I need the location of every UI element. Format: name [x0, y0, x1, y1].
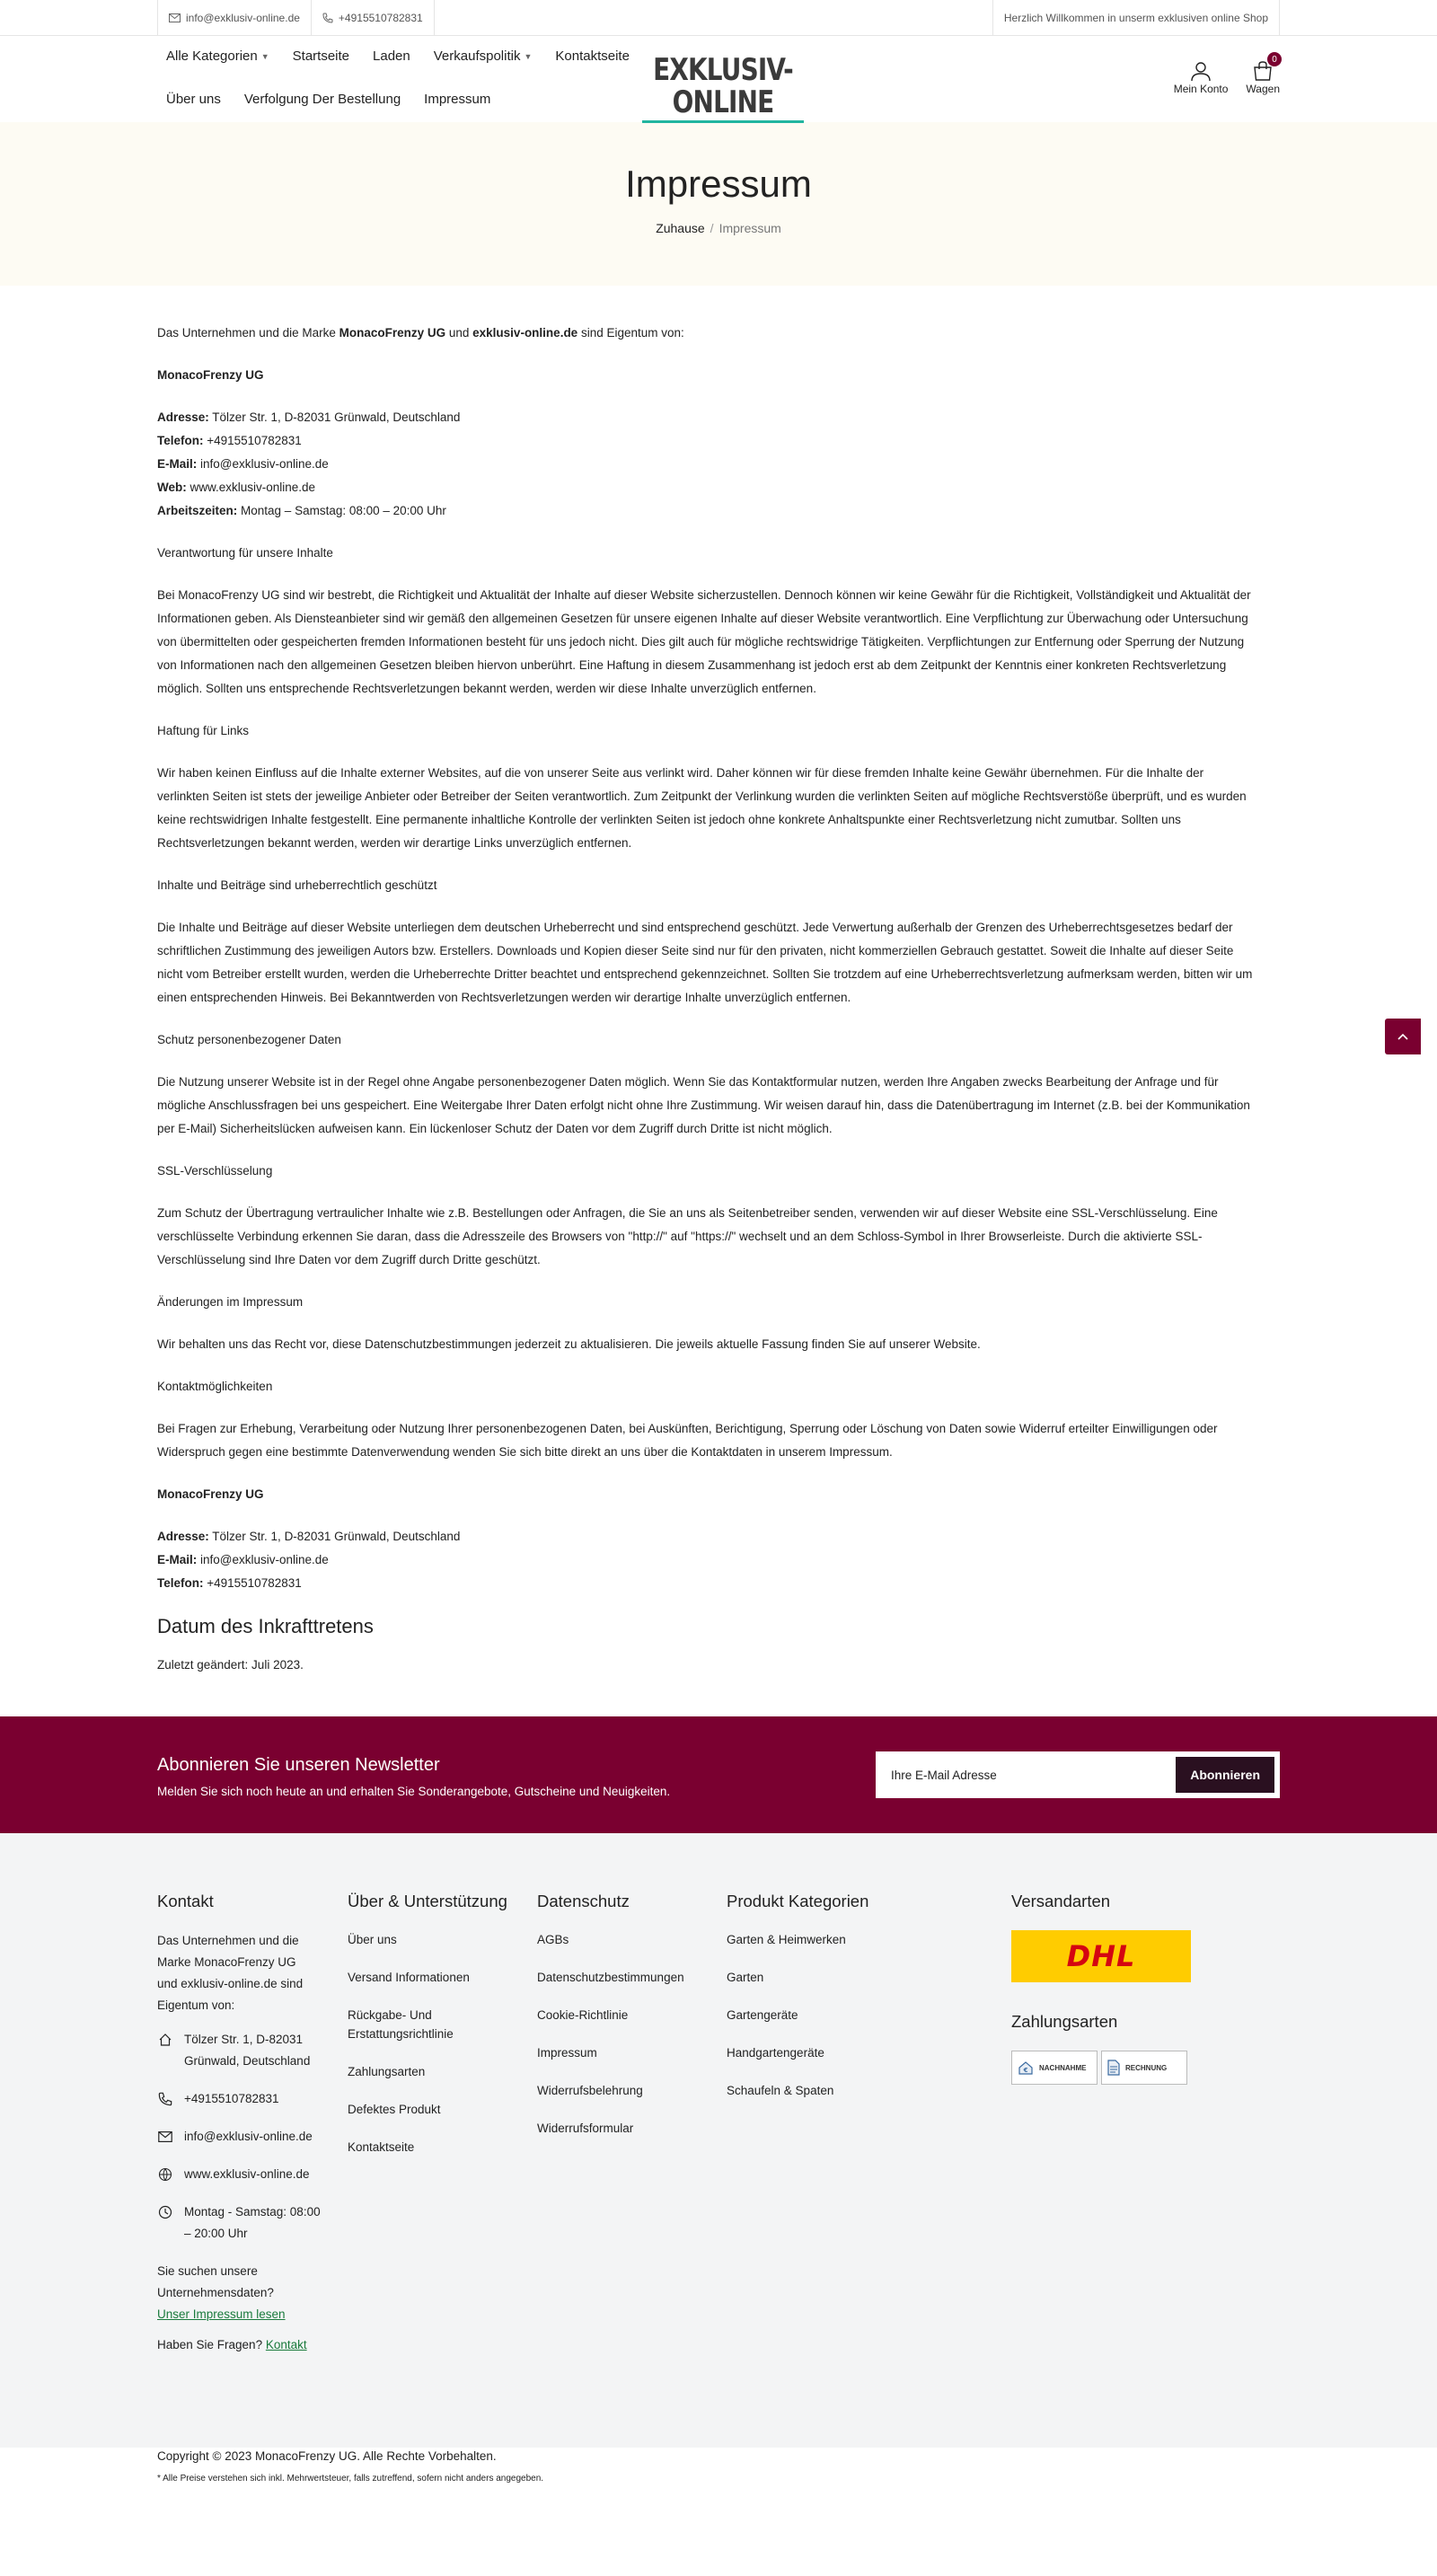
price-note: * Alle Preise verstehen sich inkl. Mehrwertsteuer, falls zutreffend, sofern nicht anders angegeben. [157, 2474, 544, 2483]
company-name: MonacoFrenzy UG [157, 368, 264, 382]
topbar-phone-text: +4915510782831 [338, 12, 423, 24]
footer-link[interactable]: Gartengeräte [727, 2008, 798, 2022]
nav-ueber-uns[interactable]: Über uns [166, 92, 221, 107]
newsletter-email-input[interactable] [878, 1754, 1176, 1795]
main-nav [166, 49, 630, 64]
topbar-welcome: Herzlich Willkommen in unserm exklusiven online Shop [992, 0, 1280, 36]
footer-hours: Montag - Samstag: 08:00 – 20:00 Uhr [157, 2201, 348, 2245]
mail-icon [157, 2126, 173, 2148]
footer-link[interactable]: Handgartengeräte [727, 2046, 824, 2060]
topbar-email[interactable] [157, 0, 311, 36]
footer-link[interactable]: Versand Informationen [348, 1971, 470, 1984]
footer-link[interactable]: Zahlungsarten [348, 2065, 426, 2078]
section-text: Wir haben keinen Einfluss auf die Inhalte externer Websites, auf die von unserer Seite aus verlinkt wird. Daher können wir für diese fremden Inhalte keine Gewähr übernehmen. Für die Inhalte der verlinkten Seiten ist stets der jeweilige Anbieter oder Betreiber der Seiten verantwortlich. Zum Zeitpunkt der Verlinkung wurden die verlinkten Seiten auf mögliche Rechtsverstöße überprüft, und es wurden keine rechtswidrigen Inhalte festgestellt. Eine permanente inhaltliche Kontrolle der verlinkten Seiten ist jedoch ohne konkrete Anhaltspunkte einer Rechtsverletzung nicht zumutbar. Sollten uns Rechtsverletzungen bekannt werden, werden wir derartige Links unverzüglich entfernen. [157, 766, 1247, 850]
mail-icon [169, 13, 181, 22]
detail-phone-2: Telefon: +4915510782831 [157, 1576, 302, 1590]
invoice-icon [1107, 2060, 1120, 2076]
logo-underline [642, 120, 804, 123]
footer-contact-intro: Das Unternehmen und die Marke MonacoFrenzy UG und exklusiv-online.de sind Eigentum von: [157, 1934, 304, 2012]
site-logo[interactable] [637, 54, 809, 123]
chevron-down-icon: ▼ [524, 51, 533, 61]
footer-email[interactable]: info@exklusiv-online.de [157, 2126, 348, 2148]
footer-privacy-column [537, 1891, 727, 2356]
scroll-to-top-button[interactable] [1385, 1019, 1421, 1054]
page-title: Impressum [625, 163, 812, 205]
logo-text: EXKLUSIV-ONLINE [653, 52, 793, 120]
footer-link[interactable]: Defektes Produkt [348, 2103, 441, 2116]
company-name-2: MonacoFrenzy UG [157, 1487, 264, 1501]
site-header [0, 36, 1437, 122]
section-heading: Schutz personenbezogener Daten [157, 1033, 341, 1046]
section-text: Bei MonacoFrenzy UG sind wir bestrebt, die Richtigkeit und Aktualität der Inhalte auf dieser Website sicherzustellen. Dennoch können wir keine Gewähr für die Richtigkeit, Vollständigkeit und Aktualität der Informationen geben. Als Diensteanbieter sind wir gemäß den allgemeinen Gesetzen für unsere eigenen Inhalte auf dieser Website verantwortlich. Eine Verpflichtung zur Überwachung oder Untersuchung von übermittelten oder gespeicherten fremden Informationen besteht für uns jedoch nicht. Dies gilt auch für mögliche rechtswidrige Tätigkeiten. Verpflichtungen zur Entfernung oder Sperrung der Nutzung von Informationen nach den allgemeinen Gesetzen bleiben hiervon unberührt. Eine Haftung in diesem Zusammenhang ist jedoch erst ab dem Zeitpunkt der Kenntnis einer konkreten Rechtsverletzung möglich. Sollten uns entsprechende Rechtsverletzungen bekannt werden, werden wir diese Inhalte unverzüglich entfernen. [157, 588, 1251, 695]
footer-link[interactable]: Schaufeln & Spaten [727, 2084, 834, 2097]
footer-link[interactable]: Über uns [348, 1933, 397, 1946]
breadcrumb [0, 221, 1437, 235]
company-contact-details [157, 406, 1257, 523]
cod-icon [1018, 2060, 1034, 2075]
section-heading: SSL-Verschlüsselung [157, 1164, 273, 1178]
newsletter-section [0, 1716, 1437, 1833]
section-text: Wir behalten uns das Recht vor, diese Datenschutzbestimmungen jederzeit zu aktualisieren. Die jeweils aktuelle Fassung finden Sie auf unserer Website. [157, 1337, 981, 1351]
footer-categories-title: Produkt Kategorien [727, 1892, 869, 1910]
footer-shipping-column [1011, 1891, 1263, 2356]
section-text: Zum Schutz der Übertragung vertraulicher Inhalte wie z.B. Bestellungen oder Anfragen, die Sie an uns als Seitenbetreiber senden, verwenden wir auf dieser Website eine SSL-Verschlüsselung. Eine verschlüsselte Verbindung erkennen Sie daran, dass die Adresszeile des Browsers von "http://" auf "https://" wechselt und an dem Schloss-Symbol in Ihrer Browserleiste. Durch die aktivierte SSL-Verschlüsselung sind Ihre Daten vor dem Zugriff durch Dritte geschützt. [157, 1206, 1218, 1266]
footer-about-column [348, 1891, 537, 2356]
section-text: Die Nutzung unserer Website ist in der Regel ohne Angabe personenbezogener Daten möglich. Wenn Sie das Kontaktformular nutzen, werden Ihre Angaben zwecks Bearbeitung der Anfrage und für mögliche Anschlussfragen bei uns gespeichert. Eine Weitergabe Ihrer Daten erfolgt nicht ohne Ihre Zustimmung. Wir weisen darauf hin, dass die Datenübertragung im Internet (z.B. bei der Kommunikation per E-Mail) Sicherheitslücken aufweisen kann. Ein lückenloser Schutz der Daten vor dem Zugriff durch Dritte ist nicht möglich. [157, 1075, 1250, 1135]
section-heading: Inhalte und Beiträge sind urheberrechtlich geschützt [157, 878, 437, 892]
impressum-content [0, 286, 1437, 1716]
section-heading: Verantwortung für unsere Inhalte [157, 546, 333, 560]
nav-all-categories[interactable]: Alle Kategorien ▼ [166, 49, 269, 64]
section-heading: Änderungen im Impressum [157, 1295, 304, 1309]
footer-link[interactable]: AGBs [537, 1933, 569, 1946]
footer-link[interactable]: Datenschutzbestimmungen [537, 1971, 684, 1984]
payment-nachnahme-badge: € NACHNAHME [1011, 2051, 1098, 2085]
nav-order-tracking[interactable]: Verfolgung Der Bestellung [243, 92, 401, 107]
impressum-link[interactable]: Unser Impressum lesen [157, 2307, 286, 2321]
detail-phone: Telefon: +4915510782831 [157, 434, 302, 447]
payment-methods [1011, 2051, 1263, 2085]
newsletter-subtitle: Melden Sie sich noch heute an und erhalten Sie Sonderangebote, Gutscheine und Neuigkeiten. [157, 1784, 671, 1798]
nav-startseite[interactable]: Startseite [292, 49, 350, 64]
header-actions [1173, 54, 1280, 95]
detail-email: E-Mail: info@exklusiv-online.de [157, 457, 329, 471]
footer-link[interactable]: Kontaktseite [348, 2140, 415, 2154]
topbar-email-text: info@exklusiv-online.de [186, 12, 300, 24]
newsletter-title: Abonnieren Sie unseren Newsletter [157, 1754, 440, 1775]
secondary-nav [166, 92, 490, 107]
account-button[interactable] [1174, 59, 1229, 95]
topbar-phone[interactable] [311, 0, 435, 36]
footer-link[interactable]: Garten [727, 1971, 764, 1984]
detail-address: Adresse: Tölzer Str. 1, D-82031 Grünwald, Deutschland [157, 410, 461, 424]
effective-date-text: Zuletzt geändert: Juli 2023. [157, 1658, 304, 1672]
contact-link[interactable]: Kontakt [265, 2338, 307, 2351]
footer-privacy-title: Datenschutz [537, 1892, 630, 1910]
top-bar [0, 0, 1437, 36]
detail-web: Web: www.exklusiv-online.de [157, 481, 316, 494]
footer-link[interactable]: Impressum [537, 2046, 597, 2060]
detail-hours: Arbeitszeiten: Montag – Samstag: 08:00 – 20:00 Uhr [157, 504, 446, 517]
footer-about-title: Über & Unterstützung [348, 1892, 507, 1910]
footer-phone[interactable]: +4915510782831 [157, 2088, 348, 2110]
globe-icon [157, 2164, 173, 2185]
footer-link[interactable]: Rückgabe- Und Erstattungsrichtlinie [348, 2008, 454, 2041]
site-footer [0, 1833, 1437, 2483]
footer-web[interactable]: www.exklusiv-online.de [157, 2164, 348, 2185]
detail-address-2: Adresse: Tölzer Str. 1, D-82031 Grünwald, Deutschland [157, 1530, 461, 1543]
chevron-down-icon: ▼ [260, 51, 269, 61]
detail-email-2: E-Mail: info@exklusiv-online.de [157, 1553, 329, 1566]
home-icon [157, 2029, 173, 2051]
footer-link[interactable]: Garten & Heimwerken [727, 1933, 846, 1946]
footer-shipping-title: Versandarten [1011, 1892, 1111, 1910]
nav-verkaufspolitik[interactable]: Verkaufspolitik ▼ [433, 49, 533, 64]
copyright: Copyright © 2023 MonacoFrenzy UG. Alle Rechte Vorbehalten. [157, 2449, 497, 2463]
footer-address: Tölzer Str. 1, D-82031 Grünwald, Deutschland [157, 2029, 348, 2072]
footer-contact-column [157, 1891, 348, 2356]
footer-questions: Haben Sie Fragen? [157, 2338, 263, 2351]
newsletter-form [876, 1751, 1280, 1798]
user-icon [1190, 59, 1212, 83]
breadcrumb-home[interactable]: Zuhause [656, 221, 705, 235]
svg-text:€: € [1023, 2067, 1028, 2074]
section-heading: Haftung für Links [157, 724, 250, 737]
newsletter-text [157, 1752, 670, 1798]
section-heading: Kontaktmöglichkeiten [157, 1380, 273, 1393]
cart-button[interactable] [1246, 54, 1280, 95]
nav-kontaktseite[interactable]: Kontaktseite [555, 49, 630, 64]
footer-link[interactable]: Cookie-Richtlinie [537, 2008, 629, 2022]
section-text: Bei Fragen zur Erhebung, Verarbeitung oder Nutzung Ihrer personenbezogenen Daten, bei Auskünften, Berichtigung, Sperrung oder Löschung von Daten sowie Widerruf erteilter Einwilligungen oder Widerspruch gegen eine bestimmte Datenverwendung wenden Sie sich bitte direkt an uns über die Kontaktdaten in unserem Impressum. [157, 1422, 1218, 1459]
phone-icon [157, 2088, 173, 2110]
dhl-logo: DHL [1011, 1930, 1191, 1982]
chevron-up-icon [1397, 1033, 1408, 1040]
footer-company-question: Sie suchen unsere Unternehmensdaten? [157, 2264, 274, 2299]
footer-link[interactable]: Widerrufsbelehrung [537, 2084, 643, 2097]
intro-paragraph: Das Unternehmen und die Marke MonacoFrenzy UG und exklusiv-online.de sind Eigentum von: [157, 326, 684, 340]
subscribe-button[interactable]: Abonnieren [1176, 1757, 1274, 1793]
nav-impressum[interactable]: Impressum [424, 92, 491, 107]
footer-categories-column [727, 1891, 1011, 2356]
phone-icon [322, 13, 333, 23]
footer-contact-title: Kontakt [157, 1892, 214, 1910]
breadcrumb-current: Impressum [718, 221, 781, 235]
cart-count-badge: 0 [1267, 52, 1282, 66]
effective-date-heading: Datum des Inkrafttretens [157, 1615, 374, 1637]
breadcrumb-separator: / [710, 221, 714, 235]
clock-icon [157, 2201, 173, 2223]
payment-rechnung-badge: RECHNUNG [1101, 2051, 1187, 2085]
page-title-section [0, 122, 1437, 286]
cart-label: Wagen [1246, 83, 1280, 95]
section-text: Die Inhalte und Beiträge auf dieser Website unterliegen dem deutschen Urheberrecht und sind entsprechend geschützt. Jede Verwertung außerhalb der Grenzen des Urheberrechtsgesetzes bedarf der schriftlichen Zustimmung des jeweiligen Autors bzw. Erstellers. Downloads und Kopien dieser Seite sind nur für den privaten, nicht kommerziellen Gebrauch gestattet. Soweit die Inhalte auf dieser Seite nicht vom Betreiber erstellt wurden, werden die Urheberrechte Dritter beachtet und entsprechend gekennzeichnet. Sollten Sie trotzdem auf eine Urheberrechtsverletzung aufmerksam werden, bitten wir um einen entsprechenden Hinweis. Bei Bekanntwerden von Rechtsverletzungen werden wir derartige Inhalte unverzüglich entfernen. [157, 921, 1253, 1004]
company-contact-details-2 [157, 1525, 1257, 1595]
account-label: Mein Konto [1173, 83, 1229, 95]
footer-payment-title: Zahlungsarten [1011, 2012, 1118, 2031]
nav-laden[interactable]: Laden [373, 49, 410, 64]
footer-link[interactable]: Widerrufsformular [537, 2122, 634, 2135]
